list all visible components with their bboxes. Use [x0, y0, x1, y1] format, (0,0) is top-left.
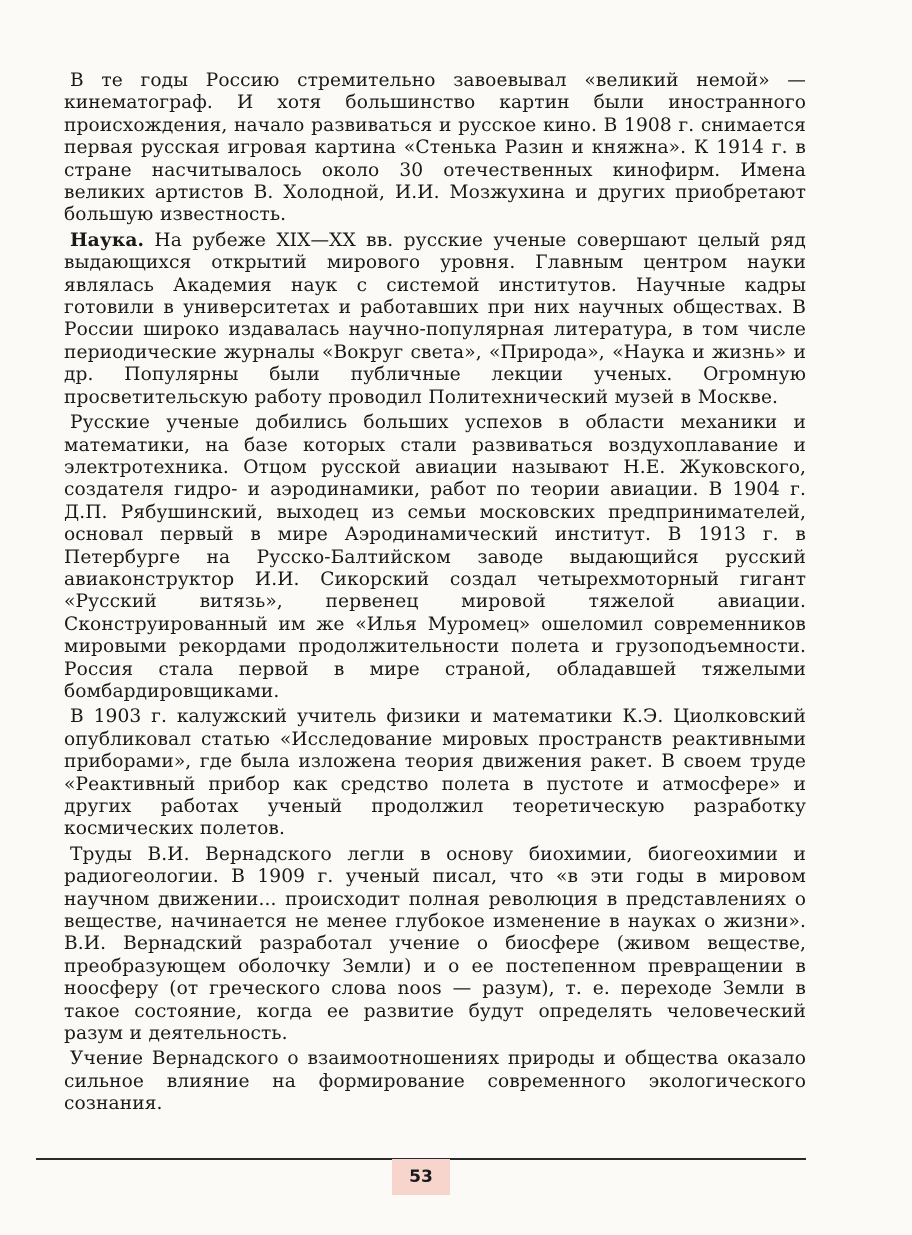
- paragraph-vernadsky: [64, 844, 806, 1046]
- page-number-badge: [392, 1159, 450, 1195]
- paragraph-text: Труды В.И. Вернадского легли в основу биохимии, биогеохимии и радиогеологии. В 1909 г. ученый писал, что «в эти годы в мировом научном движении... происходит полная революция в представлениях о веществе, начинается не менее глубокое изменение в науках о жизни». В.И. Вернадский разработал учение о биосфере (живом веществе, преобразующем оболочку Земли) и о ее постепенном превращении в ноосферу (от греческого слова noos — разум), т. е. переходе Земли в такое состояние, когда ее развитие будут определять человеческий разум и деятельность.: [64, 843, 806, 1045]
- paragraph-aviation: [64, 412, 806, 703]
- paragraph-text: В те годы Россию стремительно завоевывал «великий немой» — кинематограф. И хотя большинство картин были иностранного происхождения, начало развиваться и русское кино. В 1908 г. снимается первая русская игровая картина «Стенька Разин и княжна». К 1914 г. в стране насчитывалось около 30 отечественных кинофирм. Имена великих артистов В. Холодной, И.И. Мозжухина и других приобретают большую известность.: [64, 70, 806, 226]
- paragraph-tsiolkovsky: [64, 706, 806, 840]
- page-body: [64, 70, 806, 1116]
- paragraph-text: Учение Вернадского о взаимоотношениях природы и общества оказало сильное влияние на формирование современного экологического сознания.: [64, 1048, 806, 1115]
- paragraph-cinema: [64, 70, 806, 227]
- paragraph-science: [64, 230, 806, 409]
- paragraph-text: Русские ученые добились больших успехов в области механики и математики, на базе которых стали развиваться воздухоплавание и электротехника. Отцом русской авиации называют Н.Е. Жуковского, создателя гидро- и аэродинамики, работ по теории авиации. В 1904 г. Д.П. Рябушинский, выходец из семьи московских предпринимателей, основал первый в мире Аэродинамический институт. В 1913 г. в Петербурге на Русско-Балтийском заводе выдающийся русский авиаконструктор И.И. Сикорский создал четырехмоторный гигант «Русский витязь», первенец мировой тяжелой авиации. Сконструированный им же «Илья Муромец» ошеломил современников мировыми рекордами продолжительности полета и грузоподъемности. Россия стала первой в мире страной, обладавшей тяжелыми бомбардировщиками.: [64, 412, 806, 702]
- paragraph-text: На рубеже XIX—XX вв. русские ученые совершают целый ряд выдающихся открытий мирового уровня. Главным центром науки являлась Академия наук с системой институтов. Научные кадры готовили в университетах и работавших при них научных обществах. В России широко издавалась научно-популярная литература, в том числе периодические журналы «Вокруг света», «Природа», «Наука и жизнь» и др. Популярны были публичные лекции ученых. Огромную просветительскую работу проводил Политехнический музей в Москве.: [64, 229, 806, 408]
- paragraph-ecology: [64, 1048, 806, 1115]
- paragraph-text: В 1903 г. калужский учитель физики и математики К.Э. Циолковский опубликовал статью «Исследование мировых пространств реактивными приборами», где была изложена теория движения ракет. В своем труде «Реактивный прибор как средство полета в пустоте и атмосфере» и других работах ученый продолжил теоретическую разработку космических полетов.: [64, 706, 806, 840]
- page-number: 53: [409, 1167, 433, 1187]
- section-heading-science: Наука.: [70, 229, 145, 251]
